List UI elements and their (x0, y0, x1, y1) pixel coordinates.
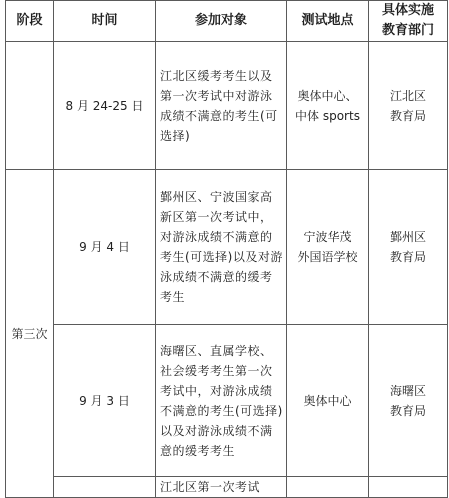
target-cell: 鄞州区、宁波国家高新区第一次考试中，对游泳成绩不满意的考生(可选择)以及对游泳成绩不满意的缓考考生 (156, 170, 287, 325)
header-location: 测试地点 (287, 1, 369, 42)
target-cell: 江北区缓考考生以及第一次考试中对游泳成绩不满意的考生(可选择) (156, 42, 287, 170)
dept-cell: 海曙区 教育局 (369, 325, 448, 477)
stage-cell-empty (6, 42, 54, 170)
table-row-partial (6, 477, 448, 498)
header-stage: 阶段 (6, 1, 54, 42)
time-cell: 9 月 4 日 (54, 170, 156, 325)
table-row (6, 325, 448, 477)
exam-schedule-table (5, 0, 448, 498)
stage-cell-merged: 第三次 (6, 170, 54, 498)
time-cell: 8 月 24-25 日 (54, 42, 156, 170)
target-cell-partial (156, 477, 287, 498)
location-cell: 奥体中心、 中体 sports (287, 42, 369, 170)
target-cell: 海曙区、直属学校、社会缓考考生第一次考试中，对游泳成绩不满意的考生(可选择)以及对游泳成绩不满意的缓考考生 (156, 325, 287, 477)
dept-cell: 鄞州区 教育局 (369, 170, 448, 325)
table-row (6, 170, 448, 325)
time-cell-partial (54, 477, 156, 498)
table-header-row (6, 1, 448, 42)
location-cell: 宁波华茂 外国语学校 (287, 170, 369, 325)
location-cell: 奥体中心 (287, 325, 369, 477)
header-dept: 具体实施 教育部门 (369, 1, 448, 42)
target-partial-text: 江北区第一次考试 (160, 480, 261, 494)
table-row (6, 42, 448, 170)
time-cell: 9 月 3 日 (54, 325, 156, 477)
dept-cell-partial (369, 477, 448, 498)
dept-cell: 江北区 教育局 (369, 42, 448, 170)
header-target: 参加对象 (156, 1, 287, 42)
header-time: 时间 (54, 1, 156, 42)
location-cell-partial (287, 477, 369, 498)
